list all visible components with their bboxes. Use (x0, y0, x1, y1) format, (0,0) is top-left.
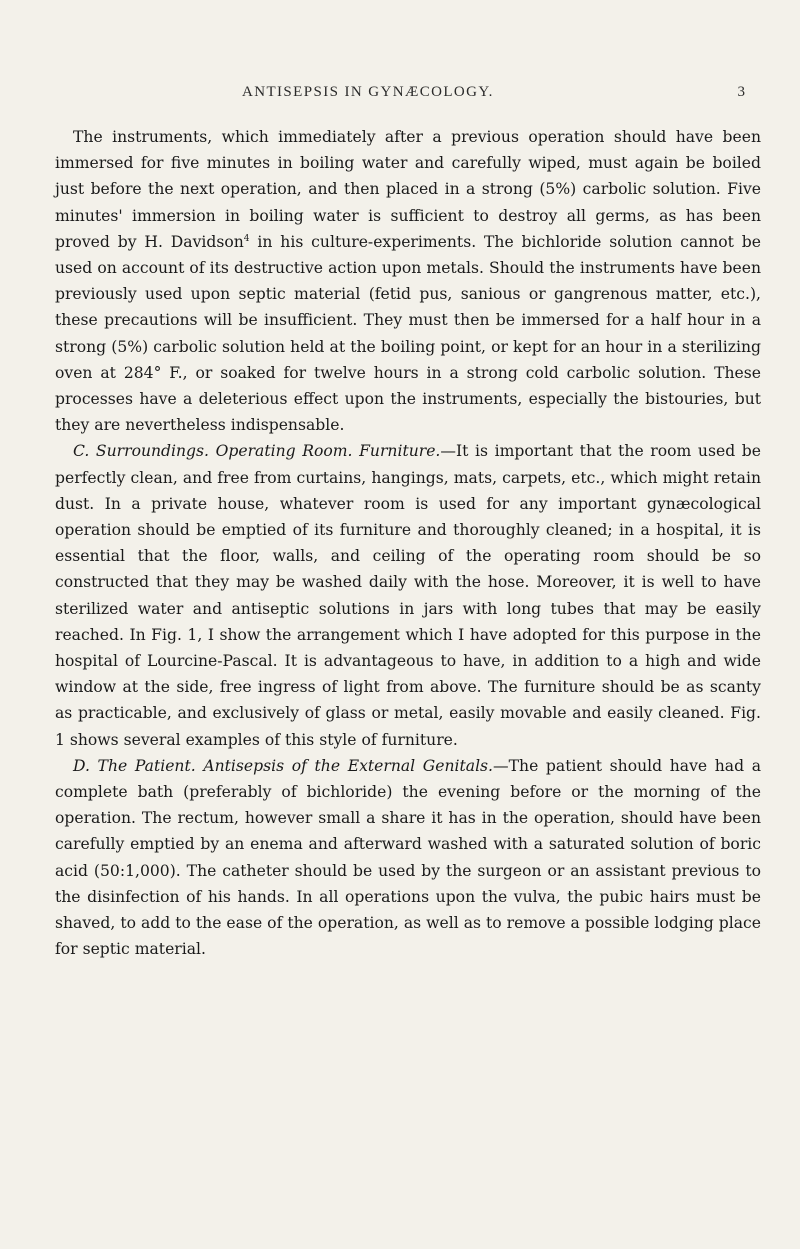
running-head (0, 84, 800, 108)
section-heading-patient: D. The Patient. Antisepsis of the External Genitals. (73, 756, 494, 775)
page-number: 3 (737, 84, 745, 100)
paragraph-patient-text: —The patient should have had a complete bath (preferably of bichloride) the evening before or the morning of the operation. The rectum, however small a share it has in the operation, should have been carefully emptied by an enema and afterward washed with a saturated solution of boric acid (50:1,000). The catheter should be used by the surgeon or an assistant previous to the disinfection of his hands. In all operations upon the vulva, the pubic hairs must be shaved, to add to the ease of the operation, as well as to remove a possible lodging place for septic material. (55, 756, 761, 959)
paragraph-patient (55, 753, 761, 963)
body-text (55, 124, 761, 963)
paragraph-surroundings (55, 438, 761, 752)
paragraph-surroundings-text: —It is important that the room used be perfectly clean, and free from curtains, hangings, mats, carpets, etc., which might retain dust. In a private house, whatever room is used for any important gynæcological operation should be emptied of its furniture and thoroughly cleaned; in a hospital, it is essential that the floor, walls, and ceiling of the operating room should be so constructed that they may be washed daily with the hose. Moreover, it is well to have sterilized water and antiseptic solutions in jars with long tubes that may be easily reached. In Fig. 1, I show the arrangement which I have adopted for this purpose in the hospital of Lourcine-Pascal. It is advantageous to have, in addition to a high and wide window at the side, free ingress of light from above. The furniture should be as scanty as practicable, and exclusively of glass or metal, easily movable and easily cleaned. Fig. 1 shows several examples of this style of furniture. (55, 442, 761, 749)
footnote-reference: 4 (243, 233, 250, 244)
paragraph-instruments-text-b: in his culture-experiments. The bichloride solution cannot be used on account of its destructive action upon metals. Should the instruments have been previously used upon septic material (fetid pus, sanious or gangrenous matter, etc.), these precautions will be insufficient. They must then be immersed for a half hour in a strong (5%) carbolic solution held at the boiling point, or kept for an hour in a sterilizing oven at 284° F., or soaked for twelve hours in a strong cold carbolic solution. These processes have a deleterious effect upon the instruments, especially the bistouries, but they are nevertheless indispensable. (55, 232, 762, 435)
running-title: ANTISEPSIS IN GYNÆCOLOGY. (242, 84, 494, 100)
section-heading-surroundings: C. Surroundings. Operating Room. Furniture. (73, 442, 441, 461)
paragraph-instruments (55, 124, 761, 438)
paragraph-instruments-text-a: The instruments, which immediately after a previous operation should have been immersed for five minutes in boiling water and carefully wiped, must again be boiled just before the next operation, and then placed in a strong (5%) carbolic solution. Five minutes' immersion in boiling water is sufficient to destroy all germs, as has been proved by H. Davidson (55, 128, 761, 251)
